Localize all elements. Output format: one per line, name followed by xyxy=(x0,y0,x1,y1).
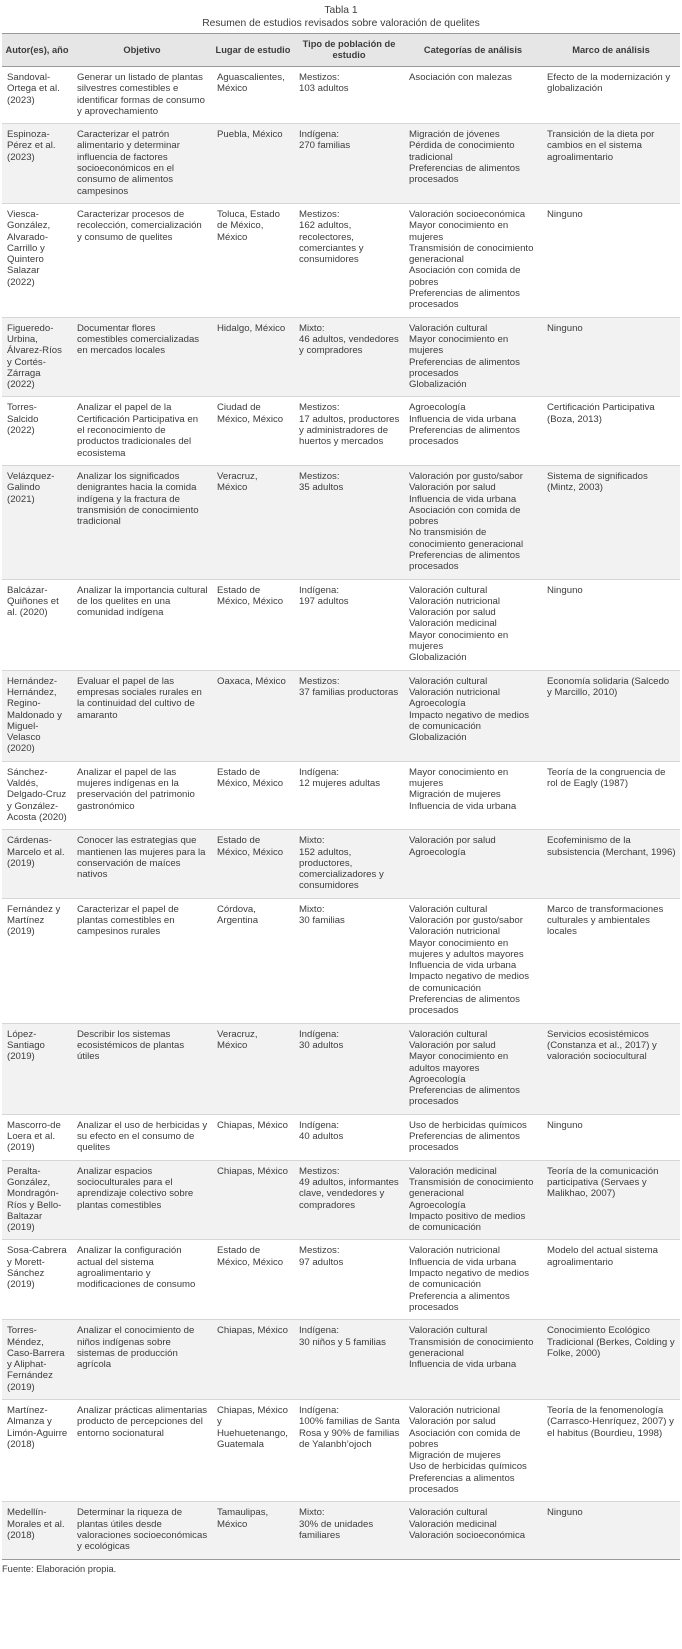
category-item: Valoración nutricional xyxy=(409,1245,501,1257)
category-item: Valoración por salud xyxy=(409,1039,496,1051)
cell-framework: Ninguno xyxy=(542,1502,680,1559)
cell-population xyxy=(294,761,404,829)
category-item: Mayor conocimiento en adultos mayores xyxy=(409,1051,509,1074)
cell-objective: Analizar el uso de herbicidas y su efecto en el consumo de quelites xyxy=(72,1114,212,1160)
population-line: 30 adultos xyxy=(299,1039,344,1051)
category-item: Asociación con comida de pobres xyxy=(409,265,521,288)
header-author: Autor(es), año xyxy=(2,34,72,67)
population-line: Indígena: xyxy=(299,1325,340,1337)
population-line: Mestizos: xyxy=(299,1245,340,1257)
population-line: 12 mujeres adultas xyxy=(299,778,381,790)
category-item: Preferencias de alimentos procesados xyxy=(409,1085,520,1108)
cell-objective: Analizar espacios socioculturales para el aprendizaje colectivo sobre plantas comestibles xyxy=(72,1160,212,1240)
table-source-note: Fuente: Elaboración propia. xyxy=(2,1563,117,1574)
header-objective: Objetivo xyxy=(72,34,212,67)
category-item: Mayor conocimiento en mujeres xyxy=(409,333,509,357)
category-item: Asociación con comida de pobres xyxy=(409,1427,521,1450)
cell-place: Estado de México, México xyxy=(212,830,294,898)
cell-objective: Documentar flores comestibles comercializadas en mercados locales xyxy=(72,317,212,397)
table-row xyxy=(2,898,680,1023)
category-item: Agroecología xyxy=(409,1073,466,1085)
cell-framework: Modelo del actual sistema agroalimentario xyxy=(542,1240,680,1320)
cell-objective: Determinar la riqueza de plantas útiles desde valoraciones socioeconómicas y ecológicas xyxy=(72,1502,212,1559)
cell-population xyxy=(294,1160,404,1240)
cell-place: Estado de México, México xyxy=(212,1240,294,1320)
cell-categories xyxy=(404,898,542,1023)
cell-author: Torres-Salcido (2022) xyxy=(2,397,72,465)
category-item: Agroecología xyxy=(409,846,466,858)
category-item: Preferencias a alimentos procesados xyxy=(409,1472,515,1496)
category-item: Influencia de vida urbana xyxy=(409,800,517,812)
header-framework: Marco de análisis xyxy=(542,34,680,67)
category-item: Influencia de vida urbana xyxy=(409,960,517,972)
cell-objective: Caracterizar procesos de recolección, comercialización y consumo de quelites xyxy=(72,203,212,317)
cell-framework: Marco de transformaciones culturales y ambientales locales xyxy=(542,898,680,1023)
cell-objective: Caracterizar el papel de plantas comestibles en campesinos rurales xyxy=(72,898,212,1023)
cell-author: Sosa-Cabrera y Morett-Sánchez (2019) xyxy=(2,1240,72,1320)
cell-population xyxy=(294,1399,404,1501)
cell-population xyxy=(294,1240,404,1320)
table-row xyxy=(2,1399,680,1501)
cell-population xyxy=(294,898,404,1023)
category-item: Migración de mujeres xyxy=(409,1450,501,1462)
cell-place: Chiapas, México y Huehuetenango, Guatemala xyxy=(212,1399,294,1501)
category-item: Valoración por salud xyxy=(409,1416,496,1428)
table-header xyxy=(2,34,680,67)
population-line: Mestizos: xyxy=(299,402,340,414)
cell-author: Figueredo-Urbina, Álvarez-Ríos y Cortés-Zárraga (2022) xyxy=(2,317,72,397)
cell-objective: Analizar la configuración actual del sistema agroalimentario y modificaciones de consumo xyxy=(72,1240,212,1320)
category-item: Preferencias de alimentos procesados xyxy=(409,356,520,379)
category-item: Transmisión de conocimiento generacional xyxy=(409,1336,534,1359)
table-row xyxy=(2,1160,680,1240)
population-line: Mestizos: xyxy=(299,675,340,687)
cell-population xyxy=(294,67,404,124)
cell-framework: Sistema de significados (Mintz, 2003) xyxy=(542,465,680,579)
category-item: Uso de herbicidas químicos xyxy=(409,1119,527,1131)
table-row xyxy=(2,465,680,579)
population-line: Mestizos: xyxy=(299,208,340,220)
population-line: Indígena: xyxy=(299,1028,340,1040)
cell-objective: Analizar prácticas alimentarias producto de percepciones del entorno socionatural xyxy=(72,1399,212,1501)
category-item: Valoración nutricional xyxy=(409,1404,501,1416)
population-line: 30% de unidades familiares xyxy=(299,1518,374,1541)
category-item: Preferencias de alimentos procesados xyxy=(409,549,520,573)
population-line: Mestizos: xyxy=(299,1165,340,1177)
studies-table xyxy=(2,33,680,1560)
table-row xyxy=(2,124,680,204)
population-line: Mixto: xyxy=(299,835,325,847)
cell-author: Medellín-Morales et al. (2018) xyxy=(2,1502,72,1559)
cell-population xyxy=(294,670,404,761)
cell-framework: Certificación Participativa (Boza, 2013) xyxy=(542,397,680,465)
category-item: Valoración medicinal xyxy=(409,1165,497,1177)
population-line: 40 adultos xyxy=(299,1131,344,1143)
cell-objective: Generar un listado de plantas silvestres comestibles e identificar formas de consumo y aprovechamiento xyxy=(72,67,212,124)
cell-categories xyxy=(404,830,542,898)
category-item: Valoración cultural xyxy=(409,1028,488,1040)
cell-place: Hidalgo, México xyxy=(212,317,294,397)
cell-categories xyxy=(404,397,542,465)
cell-categories xyxy=(404,670,542,761)
cell-author: Cárdenas-Marcelo et al. (2019) xyxy=(2,830,72,898)
population-line: Mixto: xyxy=(299,903,325,915)
category-item: Asociación con comida de pobres xyxy=(409,504,521,528)
cell-place: Toluca, Estado de México, México xyxy=(212,203,294,317)
category-item: Mayor conocimiento en mujeres xyxy=(409,629,509,653)
cell-place: Aguascalientes, México xyxy=(212,67,294,124)
cell-categories xyxy=(404,1023,542,1114)
category-item: Agroecología xyxy=(409,1199,466,1211)
category-item: Influencia de vida urbana xyxy=(409,413,517,425)
cell-population xyxy=(294,124,404,204)
table-row xyxy=(2,761,680,829)
cell-objective: Describir los sistemas ecosistémicos de plantas útiles xyxy=(72,1023,212,1114)
cell-place: Chiapas, México xyxy=(212,1160,294,1240)
table-row xyxy=(2,1240,680,1320)
cell-population xyxy=(294,1114,404,1160)
population-line: Mestizos: xyxy=(299,470,340,482)
cell-population xyxy=(294,317,404,397)
cell-categories xyxy=(404,203,542,317)
cell-place: Estado de México, México xyxy=(212,579,294,670)
cell-framework: Efecto de la modernización y globalización xyxy=(542,67,680,124)
category-item: Preferencias de alimentos procesados xyxy=(409,288,520,311)
cell-categories xyxy=(404,579,542,670)
table-row xyxy=(2,1023,680,1114)
cell-population xyxy=(294,1502,404,1559)
category-item: Valoración socioeconómica xyxy=(409,208,526,220)
cell-objective: Analizar el papel de las mujeres indígenas en la preservación del patrimonio gastronómico xyxy=(72,761,212,829)
category-item: Transmisión de conocimiento generacional xyxy=(409,1176,534,1200)
category-item: Globalización xyxy=(409,652,467,664)
cell-place: Estado de México, México xyxy=(212,761,294,829)
cell-population xyxy=(294,397,404,465)
cell-framework: Ninguno xyxy=(542,1114,680,1160)
population-line: Indígena: xyxy=(299,1119,340,1131)
cell-population xyxy=(294,1320,404,1400)
cell-author: Sandoval-Ortega et al. (2023) xyxy=(2,67,72,124)
cell-framework: Ecofeminismo de la subsistencia (Merchant, 1996) xyxy=(542,830,680,898)
cell-categories xyxy=(404,761,542,829)
category-item: Globalización xyxy=(409,732,467,744)
cell-framework: Teoría de la comunicación participativa (Servaes y Malikhao, 2007) xyxy=(542,1160,680,1240)
population-line: 46 adultos, vendedores y compradores xyxy=(299,333,399,357)
category-item: Preferencias de alimentos procesados xyxy=(409,163,520,186)
population-line: 17 adultos, productores y administradores de huertos y mercados xyxy=(299,413,400,448)
population-line: Mixto: xyxy=(299,1507,325,1519)
table-body xyxy=(2,67,680,1560)
cell-categories xyxy=(404,1320,542,1400)
category-item: Agroecología xyxy=(409,402,466,414)
cell-author: Mascorro-de Loera et al. (2019) xyxy=(2,1114,72,1160)
header-place: Lugar de estudio xyxy=(212,34,294,67)
population-line: Indígena: xyxy=(299,584,340,596)
table-title: Tabla 1 xyxy=(324,5,358,16)
cell-categories xyxy=(404,465,542,579)
population-line: 152 adultos, productores, comercializadores y consumidores xyxy=(299,846,384,892)
cell-author: Hernández-Hernández, Regino-Maldonado y Miguel-Velasco (2020) xyxy=(2,670,72,761)
cell-author: Velázquez-Galindo (2021) xyxy=(2,465,72,579)
category-item: Pérdida de conocimiento tradicional xyxy=(409,140,515,163)
cell-framework: Ninguno xyxy=(542,203,680,317)
table-row xyxy=(2,1320,680,1400)
header-row xyxy=(2,34,680,67)
cell-author: Balcázar-Quiñones et al. (2020) xyxy=(2,579,72,670)
category-item: Impacto negativo de medios de comunicación xyxy=(409,709,529,732)
population-line: 35 adultos xyxy=(299,482,344,494)
population-line: 37 familias productoras xyxy=(299,686,399,698)
cell-author: Viesca-González, Alvarado-Carrillo y Quintero Salazar (2022) xyxy=(2,203,72,317)
cell-place: Oaxaca, México xyxy=(212,670,294,761)
cell-author: Fernández y Martínez (2019) xyxy=(2,898,72,1023)
cell-place: Tamaulipas, México xyxy=(212,1502,294,1559)
cell-framework: Transición de la dieta por cambios en el sistema agroalimentario xyxy=(542,124,680,204)
category-item: Valoración cultural xyxy=(409,584,488,596)
table-row xyxy=(2,1114,680,1160)
cell-categories xyxy=(404,67,542,124)
category-item: Mayor conocimiento en mujeres xyxy=(409,220,509,243)
cell-author: López-Santiago (2019) xyxy=(2,1023,72,1114)
population-line: 30 niños y 5 familias xyxy=(299,1336,386,1348)
cell-framework: Conocimiento Ecológico Tradicional (Berkes, Colding y Folke, 2000) xyxy=(542,1320,680,1400)
cell-framework: Ninguno xyxy=(542,579,680,670)
population-line: 103 adultos xyxy=(299,83,349,95)
cell-objective: Caracterizar el patrón alimentario y determinar influencia de factores socioeconómicos en el consumo de alimentos campesinos xyxy=(72,124,212,204)
table-row xyxy=(2,579,680,670)
cell-categories xyxy=(404,1502,542,1559)
cell-categories xyxy=(404,317,542,397)
category-item: Globalización xyxy=(409,379,467,391)
cell-objective: Analizar la importancia cultural de los quelites en una comunidad indígena xyxy=(72,579,212,670)
category-item: Preferencia a alimentos procesados xyxy=(409,1290,510,1313)
table-row xyxy=(2,317,680,397)
category-item: Valoración medicinal xyxy=(409,1518,497,1530)
cell-place: Chiapas, México xyxy=(212,1114,294,1160)
cell-framework: Teoría de la congruencia de rol de Eagly (1987) xyxy=(542,761,680,829)
table-row xyxy=(2,397,680,465)
category-item: Impacto positivo de medios de comunicación xyxy=(409,1210,526,1234)
population-line: Indígena: xyxy=(299,129,340,141)
cell-place: Ciudad de México, México xyxy=(212,397,294,465)
population-line: Mixto: xyxy=(299,322,325,334)
category-item: Preferencias de alimentos procesados xyxy=(409,994,520,1017)
category-item: Impacto negativo de medios de comunicación xyxy=(409,1268,529,1291)
category-item: Valoración cultural xyxy=(409,675,488,687)
category-item: Agroecología xyxy=(409,698,466,710)
category-item: Valoración cultural xyxy=(409,1507,488,1519)
population-line: Indígena: xyxy=(299,1404,340,1416)
cell-place: Chiapas, México xyxy=(212,1320,294,1400)
cell-author: Peralta-González, Mondragón-Ríos y Bello-Baltazar (2019) xyxy=(2,1160,72,1240)
population-line: 49 adultos, informantes clave, vendedores y compradores xyxy=(299,1176,399,1211)
cell-place: Veracruz, México xyxy=(212,465,294,579)
cell-categories xyxy=(404,1399,542,1501)
cell-categories xyxy=(404,1240,542,1320)
cell-categories xyxy=(404,1160,542,1240)
category-item: Valoración por salud xyxy=(409,482,496,494)
cell-author: Torres-Méndez, Caso-Barrera y Aliphat-Fernández (2019) xyxy=(2,1320,72,1400)
cell-objective: Analizar el conocimiento de niños indígenas sobre sistemas de producción agrícola xyxy=(72,1320,212,1400)
category-item: Transmisión de conocimiento generacional xyxy=(409,242,534,266)
category-item: Valoración socioeconómica xyxy=(409,1529,526,1541)
category-item: No transmisión de conocimiento generacional xyxy=(409,527,524,550)
cell-population xyxy=(294,830,404,898)
category-item: Asociación con malezas xyxy=(409,72,512,83)
cell-framework: Teoría de la fenomenología (Carrasco-Henríquez, 2007) y el habitus (Bourdieu, 1998) xyxy=(542,1399,680,1501)
table-row xyxy=(2,830,680,898)
cell-place: Puebla, México xyxy=(212,124,294,204)
category-item: Uso de herbicidas químicos xyxy=(409,1461,527,1473)
population-line: Indígena: xyxy=(299,766,340,778)
cell-population xyxy=(294,465,404,579)
population-line: Mestizos: xyxy=(299,72,340,83)
population-line: 162 adultos, recolectores, comerciantes y consumidores xyxy=(299,220,364,266)
table-subtitle: Resumen de estudios revisados sobre valoración de quelites xyxy=(202,18,480,29)
category-item: Influencia de vida urbana xyxy=(409,493,517,505)
category-item: Valoración medicinal xyxy=(409,618,497,630)
category-item: Valoración cultural xyxy=(409,322,488,334)
cell-author: Martínez-Almanza y Limón-Aguirre (2018) xyxy=(2,1399,72,1501)
category-item: Valoración nutricional xyxy=(409,595,501,607)
cell-author: Sánchez-Valdés, Delgado-Cruz y González-Acosta (2020) xyxy=(2,761,72,829)
population-line: 197 adultos xyxy=(299,595,349,607)
population-line: 97 adultos xyxy=(299,1256,344,1268)
cell-objective: Analizar el papel de la Certificación Participativa en el reconocimiento de productos tradicionales del ecosistema xyxy=(72,397,212,465)
cell-population xyxy=(294,203,404,317)
cell-categories xyxy=(404,124,542,204)
category-item: Valoración nutricional xyxy=(409,686,501,698)
header-population: Tipo de población de estudio xyxy=(294,34,404,67)
category-item: Impacto negativo de medios de comunicación xyxy=(409,971,529,994)
cell-author: Espinoza-Pérez et al. (2023) xyxy=(2,124,72,204)
cell-place: Veracruz, México xyxy=(212,1023,294,1114)
category-item: Preferencias de alimentos procesados xyxy=(409,1131,520,1154)
cell-framework: Economía solidaria (Salcedo y Marcillo, 2010) xyxy=(542,670,680,761)
category-item: Valoración por gusto/sabor xyxy=(409,915,523,926)
table-row xyxy=(2,67,680,124)
category-item: Valoración cultural xyxy=(409,903,488,915)
cell-population xyxy=(294,1023,404,1114)
table-row xyxy=(2,203,680,317)
category-item: Valoración por gusto/sabor xyxy=(409,470,523,482)
category-item: Valoración nutricional xyxy=(409,926,501,938)
category-item: Influencia de vida urbana xyxy=(409,1359,517,1371)
population-line: 270 familias xyxy=(299,140,351,152)
population-line: 100% familias de Santa Rosa y 90% de familias de Yalanbh’ojoch xyxy=(299,1416,400,1450)
table-row xyxy=(2,670,680,761)
population-line: 30 familias xyxy=(299,915,345,926)
cell-population xyxy=(294,579,404,670)
category-item: Migración de jóvenes xyxy=(409,129,500,141)
category-item: Valoración cultural xyxy=(409,1325,488,1337)
cell-framework: Servicios ecosistémicos (Constanza et al., 2017) y valoración sociocultural xyxy=(542,1023,680,1114)
category-item: Influencia de vida urbana xyxy=(409,1256,517,1268)
category-item: Mayor conocimiento en mujeres xyxy=(409,766,509,790)
category-item: Preferencias de alimentos procesados xyxy=(409,425,520,448)
category-item: Mayor conocimiento en mujeres y adultos mayores xyxy=(409,937,524,960)
cell-objective: Evaluar el papel de las empresas sociales rurales en la continuidad del cultivo de amaranto xyxy=(72,670,212,761)
header-categories: Categorías de análisis xyxy=(404,34,542,67)
category-item: Valoración por salud xyxy=(409,835,496,847)
cell-framework: Ninguno xyxy=(542,317,680,397)
category-item: Migración de mujeres xyxy=(409,789,501,801)
table-row xyxy=(2,1502,680,1559)
cell-objective: Conocer las estrategias que mantienen las mujeres para la conservación de maíces nativos xyxy=(72,830,212,898)
cell-categories xyxy=(404,1114,542,1160)
cell-objective: Analizar los significados denigrantes hacia la comida indígena y la fractura de transmisión de conocimiento tradicional xyxy=(72,465,212,579)
cell-place: Córdova, Argentina xyxy=(212,898,294,1023)
category-item: Valoración por salud xyxy=(409,607,496,619)
